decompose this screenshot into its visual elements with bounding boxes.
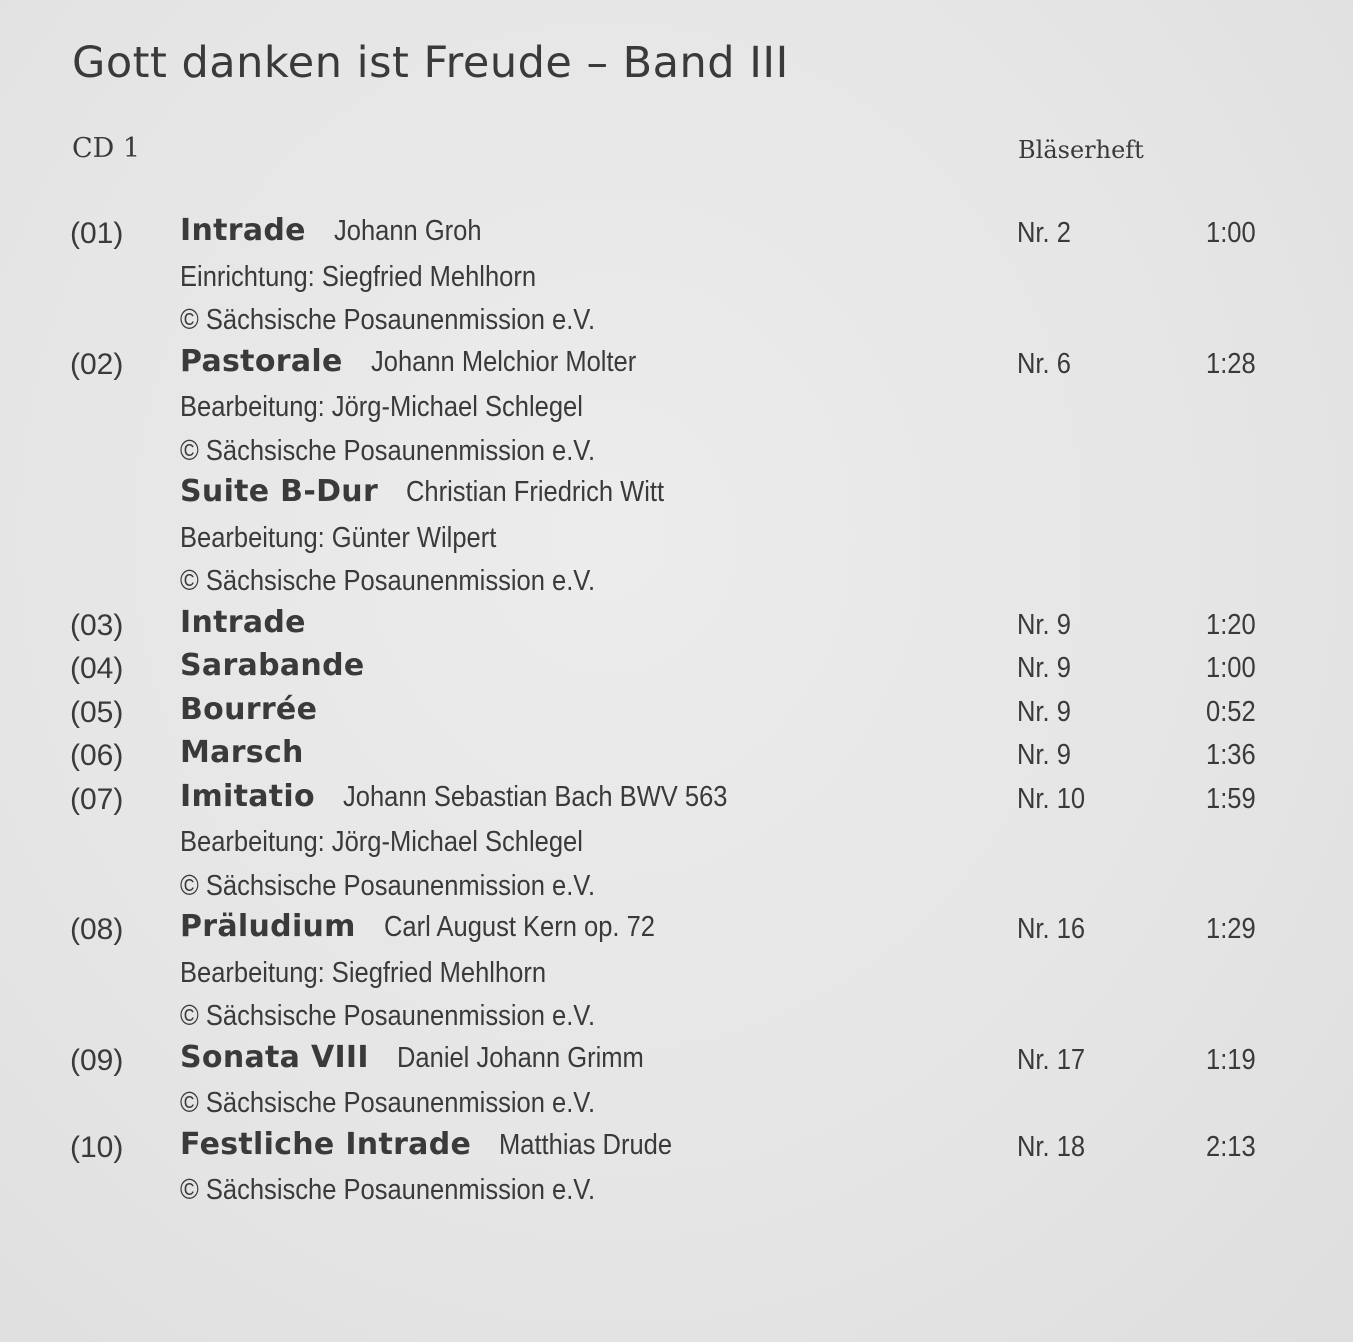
work-title: Intrade xyxy=(180,604,306,640)
track-duration: 1:19 xyxy=(1206,1043,1256,1076)
track-content xyxy=(180,431,652,468)
track-duration: 1:29 xyxy=(1206,913,1256,945)
track-detail-line xyxy=(0,866,1353,910)
track-content xyxy=(180,866,652,903)
work-title: Imitatio xyxy=(180,778,315,814)
credit-text: Einrichtung: Siegfried Mehlhorn xyxy=(180,260,537,293)
blaeserheft-number: Nr. 9 xyxy=(1017,652,1071,684)
track-duration: 2:13 xyxy=(1206,1130,1256,1163)
track-line xyxy=(0,344,1353,388)
track-detail-line xyxy=(0,431,1353,475)
track-content xyxy=(180,779,780,814)
track-content xyxy=(180,257,585,294)
track-number: (10) xyxy=(70,1130,124,1164)
credit-text: Bearbeitung: Jörg-Michael Schlegel xyxy=(180,826,583,858)
track-content xyxy=(180,344,672,379)
work-title: Intrade xyxy=(180,213,306,248)
track-duration: 1:28 xyxy=(1206,347,1256,380)
blaeserheft-number: Nr. 10 xyxy=(1017,782,1086,815)
track-number: (04) xyxy=(70,652,124,685)
blaeserheft-number: Nr. 6 xyxy=(1017,347,1071,380)
track-detail-line xyxy=(0,953,1353,997)
track-content xyxy=(180,1170,652,1207)
track-number: (02) xyxy=(70,347,124,381)
track-content xyxy=(180,1127,696,1162)
track-duration: 1:36 xyxy=(1206,739,1256,771)
column-header-blaeserheft: Bläserheft xyxy=(1018,136,1144,164)
blaeserheft-number: Nr. 2 xyxy=(1017,217,1071,249)
track-line xyxy=(0,692,1353,736)
track-number: (05) xyxy=(70,695,124,729)
credit-text: © Sächsische Posaunenmission e.V. xyxy=(180,565,596,597)
composer-name: Matthias Drude xyxy=(499,1128,673,1161)
track-detail-line xyxy=(0,822,1353,866)
track-number: (06) xyxy=(70,739,124,772)
track-duration: 1:59 xyxy=(1206,782,1256,815)
composer-name: Christian Friedrich Witt xyxy=(406,476,665,508)
track-content xyxy=(180,518,539,555)
work-title: Präludium xyxy=(180,909,356,944)
credit-text: © Sächsische Posaunenmission e.V. xyxy=(180,1174,596,1206)
composer-name: Johann Sebastian Bach BWV 563 xyxy=(342,780,728,813)
track-duration: 1:00 xyxy=(1206,217,1256,249)
track-number: (09) xyxy=(70,1043,124,1077)
composer-name: Daniel Johann Grimm xyxy=(396,1041,644,1074)
credit-text: © Sächsische Posaunenmission e.V. xyxy=(180,434,596,467)
work-title: Sarabande xyxy=(180,648,365,683)
work-title: Suite B-Dur xyxy=(180,474,379,509)
credit-text: Bearbeitung: Siegfried Mehlhorn xyxy=(180,956,547,989)
track-line xyxy=(0,213,1353,257)
blaeserheft-number: Nr. 18 xyxy=(1017,1130,1086,1163)
composer-name: Carl August Kern op. 72 xyxy=(383,911,655,943)
track-line xyxy=(0,1127,1353,1171)
track-content xyxy=(180,561,652,598)
track-number: (07) xyxy=(70,782,124,816)
track-detail-line xyxy=(0,1170,1353,1214)
blaeserheft-number: Nr. 16 xyxy=(1017,913,1086,945)
track-detail-line xyxy=(0,257,1353,301)
track-content xyxy=(180,692,317,727)
track-line xyxy=(0,605,1353,649)
track-detail-line xyxy=(0,996,1353,1040)
track-detail-line xyxy=(0,300,1353,344)
blaeserheft-number: Nr. 9 xyxy=(1017,608,1071,641)
credit-text: © Sächsische Posaunenmission e.V. xyxy=(180,304,596,336)
track-line xyxy=(0,1040,1353,1084)
track-content xyxy=(180,387,638,424)
credit-text: Bearbeitung: Jörg-Michael Schlegel xyxy=(180,391,583,423)
track-content xyxy=(180,300,652,337)
work-title: Pastorale xyxy=(180,343,343,379)
work-title: Marsch xyxy=(180,735,304,770)
credit-text: © Sächsische Posaunenmission e.V. xyxy=(180,869,596,902)
blaeserheft-number: Nr. 9 xyxy=(1017,739,1071,771)
track-content xyxy=(180,822,638,859)
track-detail-line xyxy=(0,387,1353,431)
track-duration: 1:00 xyxy=(1206,652,1256,684)
work-title: Sonata VIII xyxy=(180,1039,369,1075)
track-line xyxy=(0,779,1353,823)
track-content xyxy=(180,605,306,640)
credit-text: © Sächsische Posaunenmission e.V. xyxy=(180,1000,596,1032)
track-detail-line xyxy=(0,518,1353,562)
composer-name: Johann Melchior Molter xyxy=(370,345,636,378)
blaeserheft-number: Nr. 17 xyxy=(1017,1043,1086,1076)
track-number: (01) xyxy=(70,217,124,250)
track-content xyxy=(180,909,692,944)
track-number: (03) xyxy=(70,608,124,642)
work-title: Festliche Intrade xyxy=(180,1126,472,1162)
track-line xyxy=(0,909,1353,953)
track-detail-line xyxy=(0,1083,1353,1127)
track-detail-line xyxy=(0,561,1353,605)
track-content xyxy=(180,996,652,1033)
track-line xyxy=(0,474,1353,518)
track-line xyxy=(0,648,1353,692)
track-duration: 1:20 xyxy=(1206,608,1256,641)
blaeserheft-number: Nr. 9 xyxy=(1017,695,1071,728)
cd-label: CD 1 xyxy=(72,133,141,164)
track-content xyxy=(180,1083,652,1120)
track-content xyxy=(180,735,304,770)
track-content xyxy=(180,213,502,248)
track-list xyxy=(0,213,1353,1214)
composer-name: Johann Groh xyxy=(333,215,482,247)
track-content xyxy=(180,474,699,509)
credit-text: Bearbeitung: Günter Wilpert xyxy=(180,521,497,554)
track-content xyxy=(180,953,596,990)
page-title: Gott danken ist Freude – Band III xyxy=(72,38,789,88)
track-number: (08) xyxy=(70,913,124,946)
credit-text: © Sächsische Posaunenmission e.V. xyxy=(180,1087,596,1119)
track-content xyxy=(180,648,365,683)
track-content xyxy=(180,1040,677,1075)
track-line xyxy=(0,735,1353,779)
track-duration: 0:52 xyxy=(1206,695,1256,728)
work-title: Bourrée xyxy=(180,691,318,727)
